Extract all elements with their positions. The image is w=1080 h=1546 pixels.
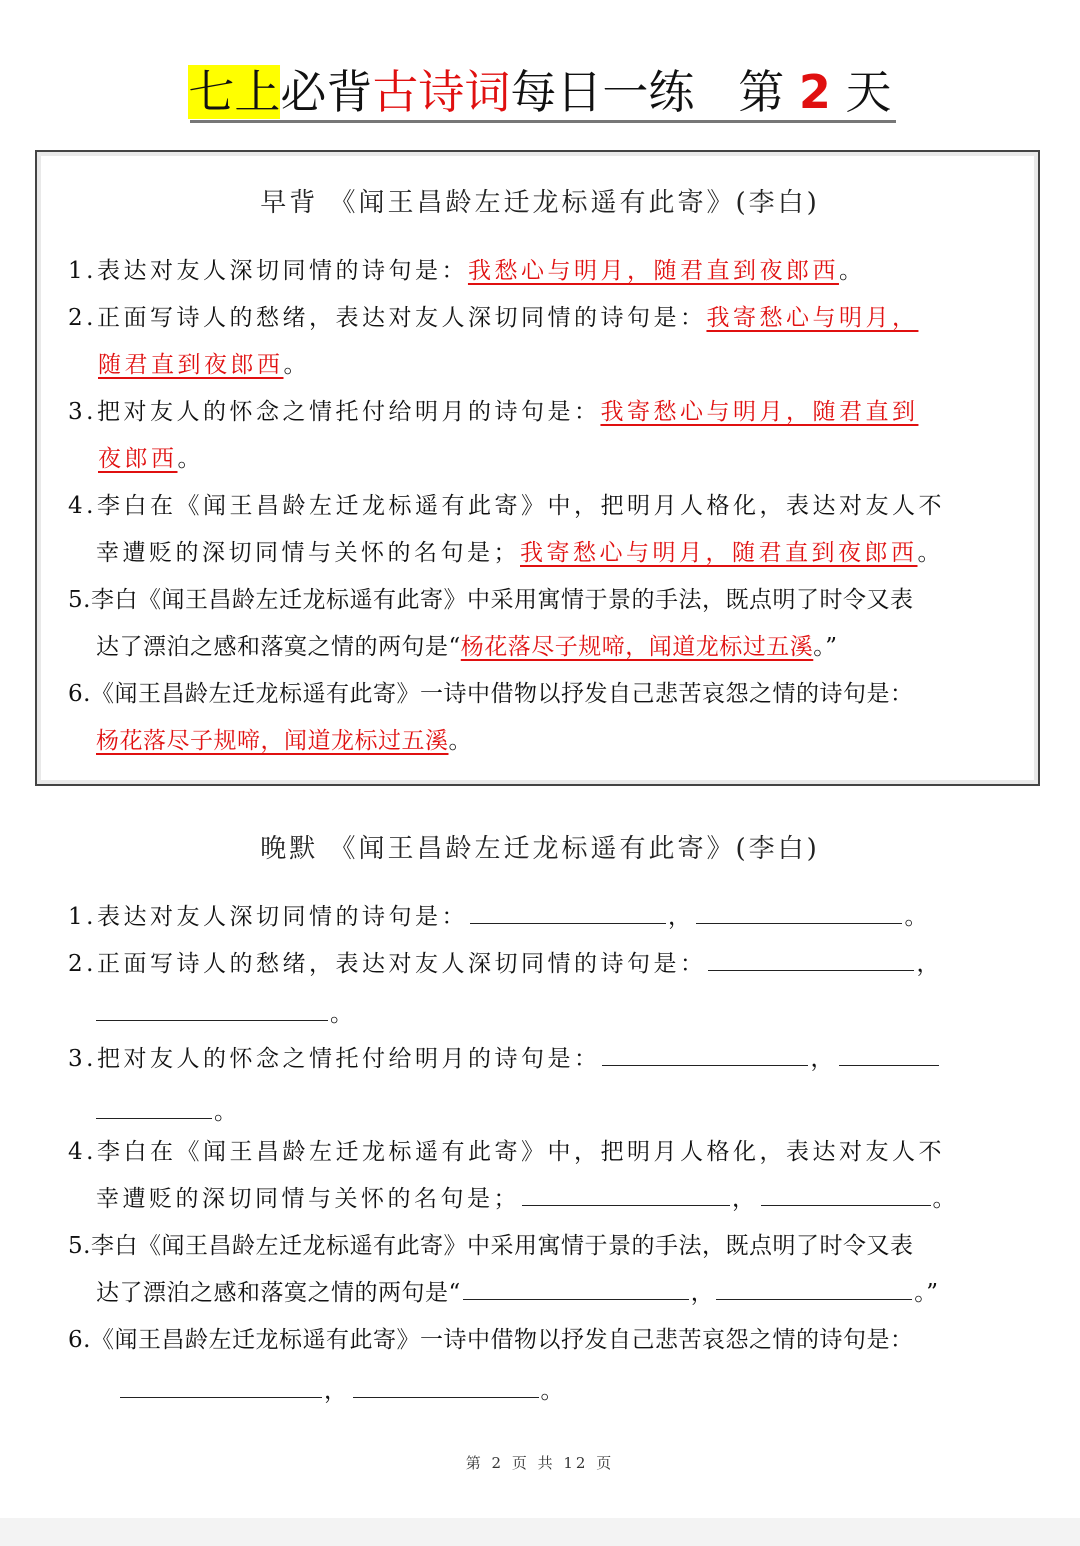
question-text: 2.正面写诗人的愁绪，表达对友人深切同情的诗句是： (68, 951, 707, 977)
answer-text: 我愁心与明月，随君直到夜郎西 (467, 258, 839, 284)
morning-q2-cont (98, 346, 310, 379)
punctuation: 。 (283, 352, 310, 378)
punctuation: 。 (917, 540, 944, 566)
answer-blank[interactable] (96, 1096, 212, 1119)
answer-blank[interactable] (470, 901, 666, 924)
evening-q3-cont (94, 1093, 241, 1126)
morning-q2 (68, 299, 918, 332)
punctuation: ， (667, 904, 695, 930)
evening-q3 (68, 1040, 941, 1073)
answer-blank[interactable] (463, 1277, 689, 1300)
question-text: 6.《闻王昌龄左迁龙标遥有此寄》一诗中借物以抒发自己悲苦哀怨之情的诗句是： (68, 1327, 914, 1353)
evening-q1 (68, 898, 931, 931)
title-underline (190, 120, 896, 123)
evening-q4-cont (96, 1180, 959, 1213)
answer-blank[interactable] (696, 901, 902, 924)
answer-blank[interactable] (708, 948, 914, 971)
punctuation: 。 (540, 1378, 567, 1404)
answer-blank[interactable] (716, 1277, 912, 1300)
title-must: 必背 (280, 65, 373, 119)
punctuation: 。 (177, 446, 204, 472)
morning-q6 (68, 675, 913, 708)
page-footer: 第 2 页 共 12 页 (465, 1454, 615, 1472)
answer-blank[interactable] (522, 1183, 730, 1206)
question-text: 达了漂泊之感和落寞之情的两句是“ (96, 634, 461, 660)
question-text: 3.把对友人的怀念之情托付给明月的诗句是： (68, 1046, 601, 1072)
title-grade: 七上 (188, 65, 281, 119)
question-text: 3.把对友人的怀念之情托付给明月的诗句是： (68, 399, 601, 425)
morning-heading: 早背 《闻王昌龄左迁龙标遥有此寄》(李白) (260, 188, 820, 218)
punctuation: 。 (448, 728, 472, 754)
evening-q5-cont (96, 1274, 939, 1307)
question-text: 达了漂泊之感和落寞之情的两句是“ (96, 1280, 461, 1306)
evening-q6 (68, 1321, 913, 1354)
evening-q2-cont (94, 995, 357, 1028)
answer-text: 随君直到夜郎西 (98, 352, 284, 378)
answer-text: 杨花落尽子规啼，闻道龙标过五溪 (96, 728, 449, 754)
morning-q6-cont (96, 722, 472, 755)
title-day-number: 2 (798, 65, 831, 119)
morning-q5 (68, 581, 913, 614)
question-text: 5.李白《闻王昌龄左迁龙标遥有此寄》中采用寓情于景的手法，既点明了时令又表 (68, 587, 914, 613)
question-text: 幸遭贬的深切同情与关怀的名句是； (96, 1186, 520, 1212)
question-text: 4.李白在《闻王昌龄左迁龙标遥有此寄》中，把明月人格化，表达对友人不 (68, 1139, 945, 1165)
morning-q4-cont (96, 534, 944, 567)
question-text: 2.正面写诗人的愁绪，表达对友人深切同情的诗句是： (68, 305, 707, 331)
question-text: 幸遭贬的深切同情与关怀的名句是； (96, 540, 520, 566)
title-day-prefix: 第 (738, 65, 799, 119)
punctuation: ， (690, 1280, 715, 1306)
answer-text: 我寄愁心与明月， (706, 305, 919, 331)
answer-blank[interactable] (602, 1043, 808, 1066)
punctuation: 。 (330, 1001, 357, 1027)
question-text: 5.李白《闻王昌龄左迁龙标遥有此寄》中采用寓情于景的手法，既点明了时令又表 (68, 1233, 914, 1259)
evening-q2 (68, 945, 943, 978)
punctuation: ， (916, 951, 943, 977)
answer-text: 夜郎西 (98, 446, 178, 472)
answer-blank[interactable] (96, 998, 328, 1021)
title-poetry: 古诗词 (372, 65, 511, 119)
punctuation: 。” (813, 634, 838, 660)
question-text: 4.李白在《闻王昌龄左迁龙标遥有此寄》中，把明月人格化，表达对友人不 (68, 493, 945, 519)
answer-text: 我寄愁心与明月，随君直到 (600, 399, 919, 425)
punctuation: ， (810, 1046, 837, 1072)
morning-q4 (68, 487, 945, 520)
question-text: 6.《闻王昌龄左迁龙标遥有此寄》一诗中借物以抒发自己悲苦哀怨之情的诗句是： (68, 681, 914, 707)
answer-blank[interactable] (761, 1183, 931, 1206)
title-day-suffix: 天 (830, 65, 892, 119)
answer-text: 杨花落尽子规啼，闻道龙标过五溪 (460, 634, 814, 660)
punctuation: 。” (914, 1280, 939, 1306)
evening-q4 (68, 1133, 945, 1166)
punctuation: ， (324, 1378, 351, 1404)
morning-q1 (68, 252, 865, 285)
punctuation: ， (732, 1186, 759, 1212)
title-daily: 每日一练 (510, 65, 695, 119)
punctuation: 。 (932, 1186, 959, 1212)
answer-blank[interactable] (353, 1375, 539, 1398)
morning-q3 (68, 393, 918, 426)
evening-q6-cont (118, 1372, 567, 1405)
morning-q5-cont (96, 628, 838, 661)
answer-blank[interactable] (839, 1043, 939, 1066)
evening-q5 (68, 1227, 913, 1260)
morning-q3-cont (98, 440, 204, 473)
punctuation: 。 (214, 1099, 241, 1125)
page-bottom-strip (0, 1518, 1080, 1546)
punctuation: 。 (904, 904, 931, 930)
evening-heading: 晚默 《闻王昌龄左迁龙标遥有此寄》(李白) (260, 834, 820, 864)
answer-text: 我寄愁心与明月，随君直到夜郎西 (520, 540, 918, 566)
punctuation: 。 (838, 258, 866, 284)
question-text: 1.表达对友人深切同情的诗句是： (68, 258, 468, 284)
answer-blank[interactable] (120, 1375, 322, 1398)
question-text: 1.表达对友人深切同情的诗句是： (68, 904, 468, 930)
